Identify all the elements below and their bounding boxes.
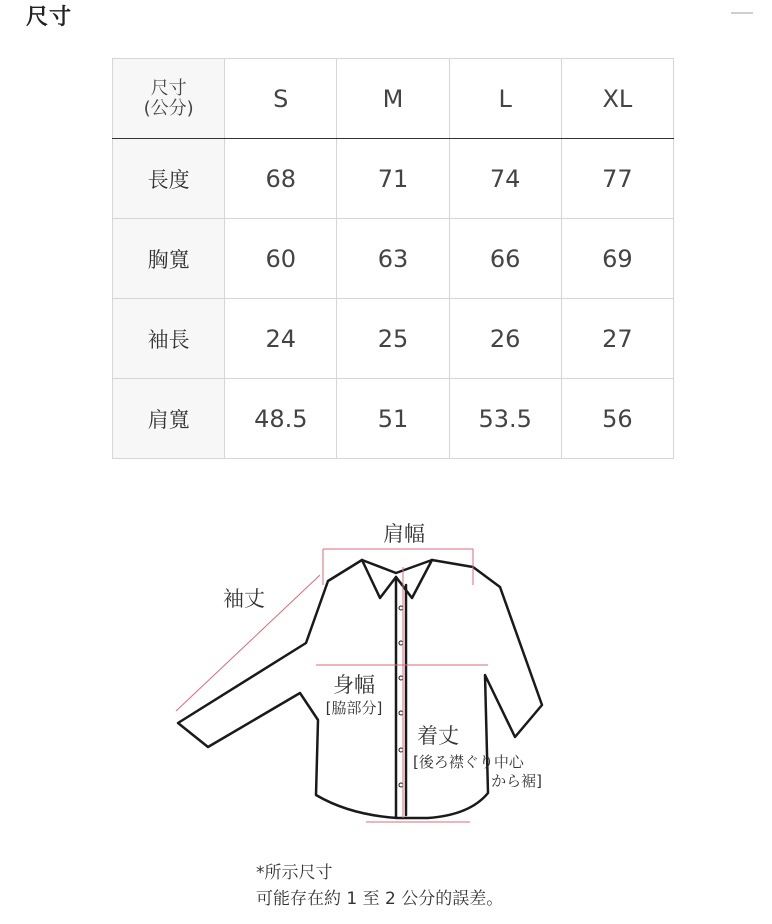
table-cell: 60 (225, 219, 337, 299)
table-cell: 66 (449, 219, 561, 299)
table-cell: 53.5 (449, 379, 561, 459)
collapse-toggle-icon[interactable] (731, 12, 753, 14)
table-row (113, 219, 674, 299)
table-cell: 68 (225, 139, 337, 219)
row-label: 袖長 (113, 299, 225, 379)
table-row (113, 139, 674, 219)
total-length-note-line1: [後ろ襟ぐり中心 (413, 753, 524, 771)
table-cell: 27 (561, 299, 673, 379)
table-corner-header (113, 59, 225, 139)
table-cell: 26 (449, 299, 561, 379)
table-header-row (113, 59, 674, 139)
table-cell: 48.5 (225, 379, 337, 459)
corner-label: 尺寸 (150, 77, 187, 99)
section-title: 尺寸 (26, 5, 73, 30)
table-cell: 63 (337, 219, 449, 299)
shoulder-width-label: 肩幅 (383, 522, 425, 546)
table-cell: 56 (561, 379, 673, 459)
row-label: 胸寬 (113, 219, 225, 299)
column-header-l: L (449, 59, 561, 139)
body-width-label: 身幅 (333, 673, 375, 697)
body-width-note: [脇部分] (325, 699, 383, 717)
sleeve-length-label: 袖丈 (223, 587, 265, 611)
table-cell: 74 (449, 139, 561, 219)
table-cell: 25 (337, 299, 449, 379)
total-length-note-line2: から裾] (491, 772, 542, 790)
row-label: 長度 (113, 139, 225, 219)
column-header-m: M (337, 59, 449, 139)
table-cell: 77 (561, 139, 673, 219)
row-label: 肩寬 (113, 379, 225, 459)
table-row (113, 379, 674, 459)
footnote-line2: 可能存在約 1 至 2 公分的誤差。 (256, 889, 504, 909)
corner-unit: (公分) (143, 97, 194, 119)
button-dots-icon (399, 606, 403, 787)
footnote-line1: *所示尺寸 (256, 863, 333, 883)
column-header-s: S (225, 59, 337, 139)
table-cell: 71 (337, 139, 449, 219)
table-cell: 69 (561, 219, 673, 299)
table-cell: 24 (225, 299, 337, 379)
shirt-measurement-diagram (170, 515, 590, 835)
column-header-xl: XL (561, 59, 673, 139)
table-cell: 51 (337, 379, 449, 459)
size-table (112, 58, 674, 459)
total-length-label: 着丈 (417, 724, 459, 748)
table-row (113, 299, 674, 379)
